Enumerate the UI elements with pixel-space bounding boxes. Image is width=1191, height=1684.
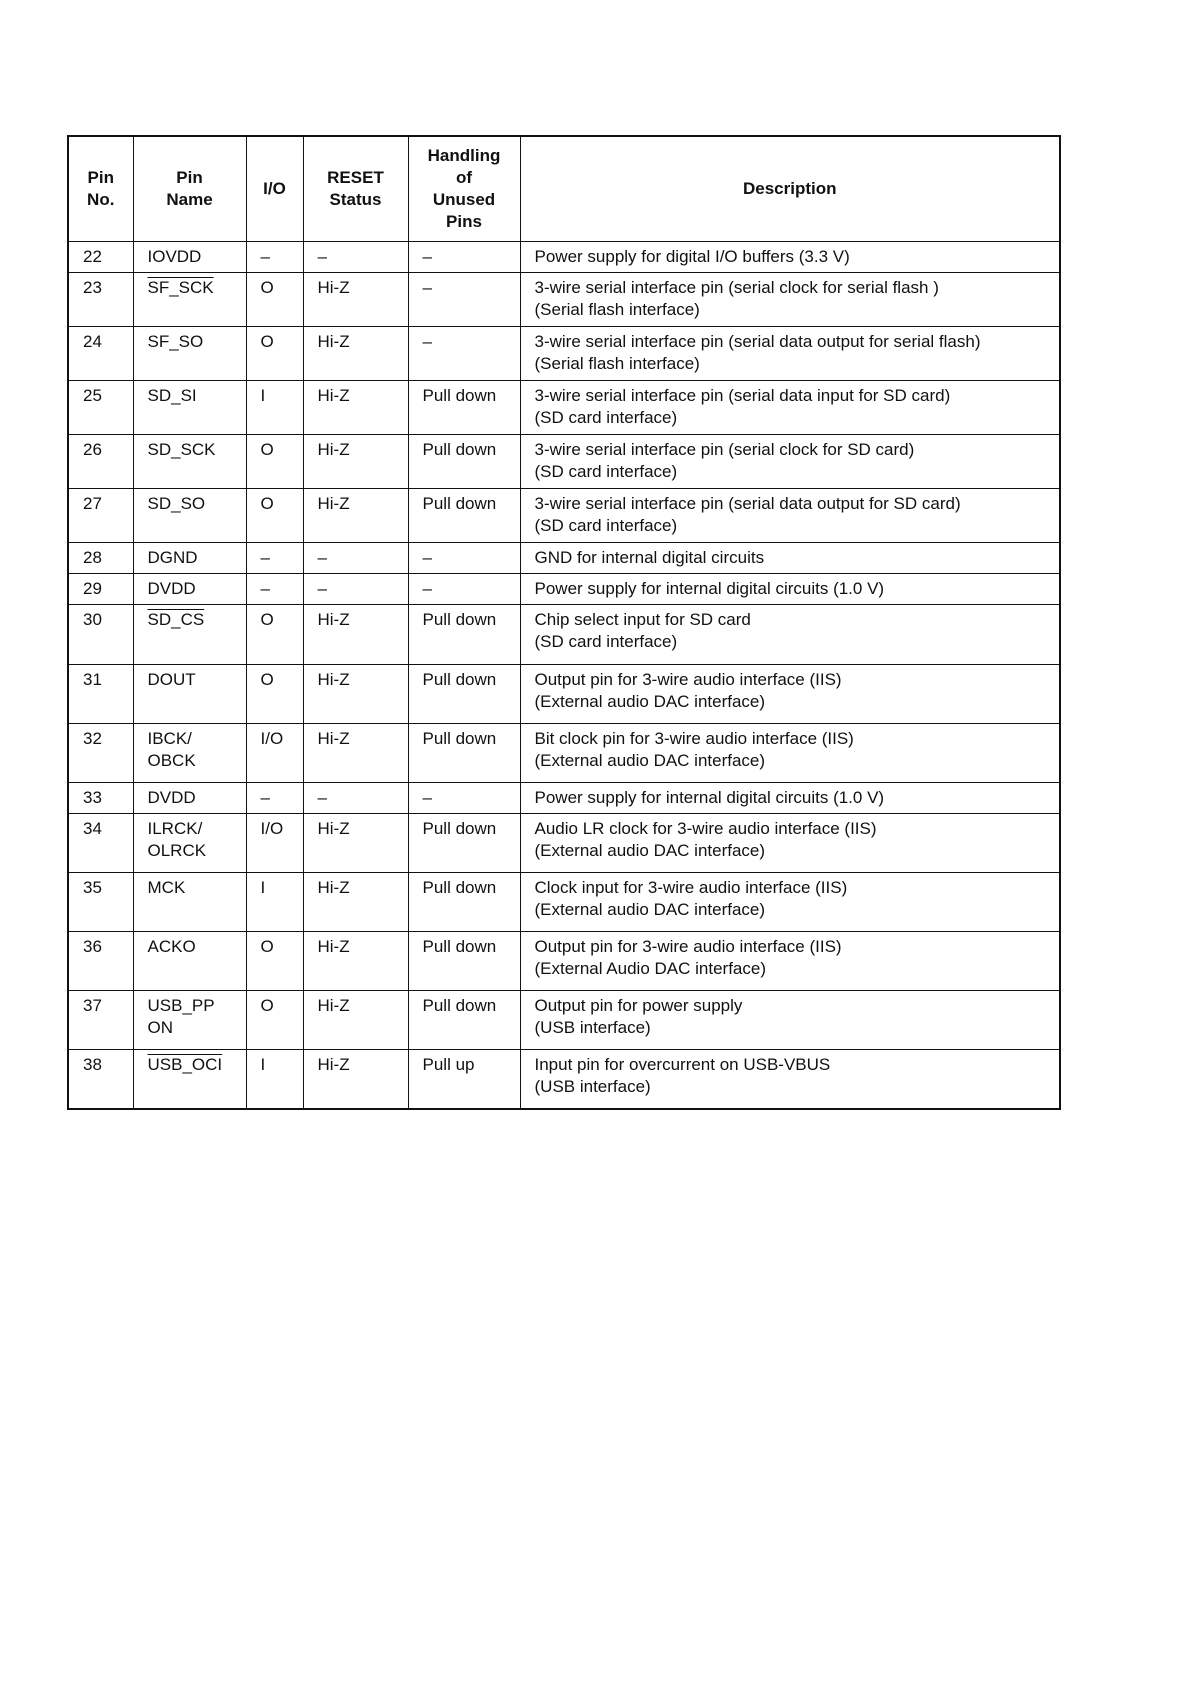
description-cell: Power supply for digital I/O buffers (3.3 V) (520, 242, 1060, 273)
pin-name-text: SD_CS (147, 610, 205, 629)
pin-name-text: USB_OCI (147, 1055, 223, 1074)
unused-handling-cell: – (408, 574, 520, 605)
pin-no-cell: 37 (68, 991, 133, 1050)
reset-status-cell: Hi-Z (303, 932, 408, 991)
pin-name-cell (133, 605, 246, 665)
description-cell: Output pin for 3-wire audio interface (IIS) (External Audio DAC interface) (520, 932, 1060, 991)
pin-no-cell: 34 (68, 814, 133, 873)
table-header (68, 136, 1060, 242)
pin-no-cell: 23 (68, 273, 133, 327)
table-row (68, 574, 1060, 605)
pin-name-cell (133, 435, 246, 489)
io-cell: O (246, 327, 303, 381)
description-cell: 3-wire serial interface pin (serial clock for serial flash ) (Serial flash interface) (520, 273, 1060, 327)
header-io: I/O (246, 136, 303, 242)
pin-name-cell (133, 489, 246, 543)
io-cell: O (246, 665, 303, 724)
io-cell: I/O (246, 814, 303, 873)
pin-no-cell: 35 (68, 873, 133, 932)
unused-handling-cell: – (408, 273, 520, 327)
io-cell: I/O (246, 724, 303, 783)
table-row (68, 1050, 1060, 1109)
pin-no-cell: 27 (68, 489, 133, 543)
reset-status-cell: Hi-Z (303, 605, 408, 665)
pin-no-cell: 25 (68, 381, 133, 435)
table-row (68, 605, 1060, 665)
io-cell: O (246, 273, 303, 327)
table-row (68, 724, 1060, 783)
pin-name-cell (133, 783, 246, 814)
io-cell: – (246, 242, 303, 273)
pin-no-cell: 31 (68, 665, 133, 724)
description-cell: 3-wire serial interface pin (serial data input for SD card) (SD card interface) (520, 381, 1060, 435)
pin-no-cell: 38 (68, 1050, 133, 1109)
pin-name-text: ILRCK/ (147, 819, 203, 838)
pin-name-text: DVDD (147, 788, 196, 807)
table-row (68, 435, 1060, 489)
table-body (68, 242, 1060, 1109)
pin-no-cell: 30 (68, 605, 133, 665)
description-cell: Chip select input for SD card (SD card interface) (520, 605, 1060, 665)
io-cell: O (246, 932, 303, 991)
io-cell: I (246, 873, 303, 932)
io-cell: O (246, 605, 303, 665)
io-cell: O (246, 435, 303, 489)
pin-name-text: SF_SO (147, 332, 204, 351)
io-cell: – (246, 574, 303, 605)
pin-description-table (67, 135, 1061, 1110)
unused-handling-cell: Pull down (408, 932, 520, 991)
pin-name-text: MCK (147, 878, 186, 897)
reset-status-cell: – (303, 574, 408, 605)
header-pin-name: Pin Name (133, 136, 246, 242)
reset-status-cell: Hi-Z (303, 724, 408, 783)
pin-name-text: SF_SCK (147, 278, 214, 297)
pin-name-cell (133, 273, 246, 327)
pin-no-cell: 28 (68, 543, 133, 574)
pin-name-text: DVDD (147, 579, 196, 598)
table-row (68, 665, 1060, 724)
description-cell: Clock input for 3-wire audio interface (IIS) (External audio DAC interface) (520, 873, 1060, 932)
reset-status-cell: Hi-Z (303, 435, 408, 489)
unused-handling-cell: Pull up (408, 1050, 520, 1109)
description-cell: 3-wire serial interface pin (serial clock for SD card) (SD card interface) (520, 435, 1060, 489)
header-row (68, 136, 1060, 242)
description-cell: Bit clock pin for 3-wire audio interface (IIS) (External audio DAC interface) (520, 724, 1060, 783)
table-row (68, 381, 1060, 435)
description-cell: Audio LR clock for 3-wire audio interface (IIS) (External audio DAC interface) (520, 814, 1060, 873)
unused-handling-cell: Pull down (408, 381, 520, 435)
header-description: Description (520, 136, 1060, 242)
reset-status-cell: Hi-Z (303, 814, 408, 873)
description-cell: GND for internal digital circuits (520, 543, 1060, 574)
description-cell: Output pin for 3-wire audio interface (IIS) (External audio DAC interface) (520, 665, 1060, 724)
pin-name-text: SD_SO (147, 494, 206, 513)
pin-name-text: ON (147, 1018, 173, 1037)
description-cell: Power supply for internal digital circuits (1.0 V) (520, 783, 1060, 814)
reset-status-cell: – (303, 242, 408, 273)
pin-name-text: OLRCK (147, 841, 207, 860)
reset-status-cell: Hi-Z (303, 381, 408, 435)
unused-handling-cell: Pull down (408, 724, 520, 783)
table-row (68, 991, 1060, 1050)
reset-status-cell: Hi-Z (303, 1050, 408, 1109)
io-cell: I (246, 381, 303, 435)
pin-name-cell (133, 327, 246, 381)
pin-no-cell: 33 (68, 783, 133, 814)
table-row (68, 932, 1060, 991)
table-row (68, 327, 1060, 381)
reset-status-cell: Hi-Z (303, 327, 408, 381)
table-row (68, 273, 1060, 327)
table-row (68, 489, 1060, 543)
pin-name-cell (133, 814, 246, 873)
pin-name-cell (133, 543, 246, 574)
pin-name-cell (133, 665, 246, 724)
pin-name-text: DOUT (147, 670, 196, 689)
reset-status-cell: Hi-Z (303, 873, 408, 932)
table-row (68, 783, 1060, 814)
pin-no-cell: 32 (68, 724, 133, 783)
description-cell: 3-wire serial interface pin (serial data output for serial flash) (Serial flash interface) (520, 327, 1060, 381)
pin-name-text: OBCK (147, 751, 196, 770)
pin-no-cell: 22 (68, 242, 133, 273)
reset-status-cell: Hi-Z (303, 665, 408, 724)
description-cell: 3-wire serial interface pin (serial data output for SD card) (SD card interface) (520, 489, 1060, 543)
pin-name-cell (133, 991, 246, 1050)
pin-name-text: IOVDD (147, 247, 202, 266)
pin-no-cell: 36 (68, 932, 133, 991)
pin-name-cell (133, 242, 246, 273)
unused-handling-cell: – (408, 783, 520, 814)
unused-handling-cell: – (408, 543, 520, 574)
io-cell: O (246, 489, 303, 543)
pin-name-text: DGND (147, 548, 198, 567)
pin-name-cell (133, 1050, 246, 1109)
pin-name-text: IBCK/ (147, 729, 192, 748)
pin-name-cell (133, 873, 246, 932)
pin-no-cell: 26 (68, 435, 133, 489)
io-cell: O (246, 991, 303, 1050)
io-cell: I (246, 1050, 303, 1109)
pin-name-text: SD_SI (147, 386, 197, 405)
reset-status-cell: Hi-Z (303, 273, 408, 327)
table-row (68, 873, 1060, 932)
unused-handling-cell: Pull down (408, 605, 520, 665)
header-unused-handling: Handling of Unused Pins (408, 136, 520, 242)
reset-status-cell: – (303, 783, 408, 814)
unused-handling-cell: – (408, 327, 520, 381)
io-cell: – (246, 543, 303, 574)
description-cell: Output pin for power supply (USB interface) (520, 991, 1060, 1050)
pin-name-cell (133, 574, 246, 605)
reset-status-cell: – (303, 543, 408, 574)
description-cell: Power supply for internal digital circuits (1.0 V) (520, 574, 1060, 605)
pin-name-text: ACKO (147, 937, 196, 956)
table-row (68, 242, 1060, 273)
pin-name-cell (133, 932, 246, 991)
unused-handling-cell: Pull down (408, 665, 520, 724)
unused-handling-cell: Pull down (408, 435, 520, 489)
header-pin-no: Pin No. (68, 136, 133, 242)
table-row (68, 543, 1060, 574)
pin-name-text: USB_PP (147, 996, 215, 1015)
io-cell: – (246, 783, 303, 814)
unused-handling-cell: Pull down (408, 991, 520, 1050)
pin-no-cell: 24 (68, 327, 133, 381)
table-row (68, 814, 1060, 873)
pin-no-cell: 29 (68, 574, 133, 605)
header-reset-status: RESET Status (303, 136, 408, 242)
unused-handling-cell: Pull down (408, 873, 520, 932)
reset-status-cell: Hi-Z (303, 991, 408, 1050)
unused-handling-cell: – (408, 242, 520, 273)
unused-handling-cell: Pull down (408, 489, 520, 543)
pin-name-text: SD_SCK (147, 440, 216, 459)
reset-status-cell: Hi-Z (303, 489, 408, 543)
pin-name-cell (133, 381, 246, 435)
pin-name-cell (133, 724, 246, 783)
unused-handling-cell: Pull down (408, 814, 520, 873)
description-cell: Input pin for overcurrent on USB-VBUS (USB interface) (520, 1050, 1060, 1109)
